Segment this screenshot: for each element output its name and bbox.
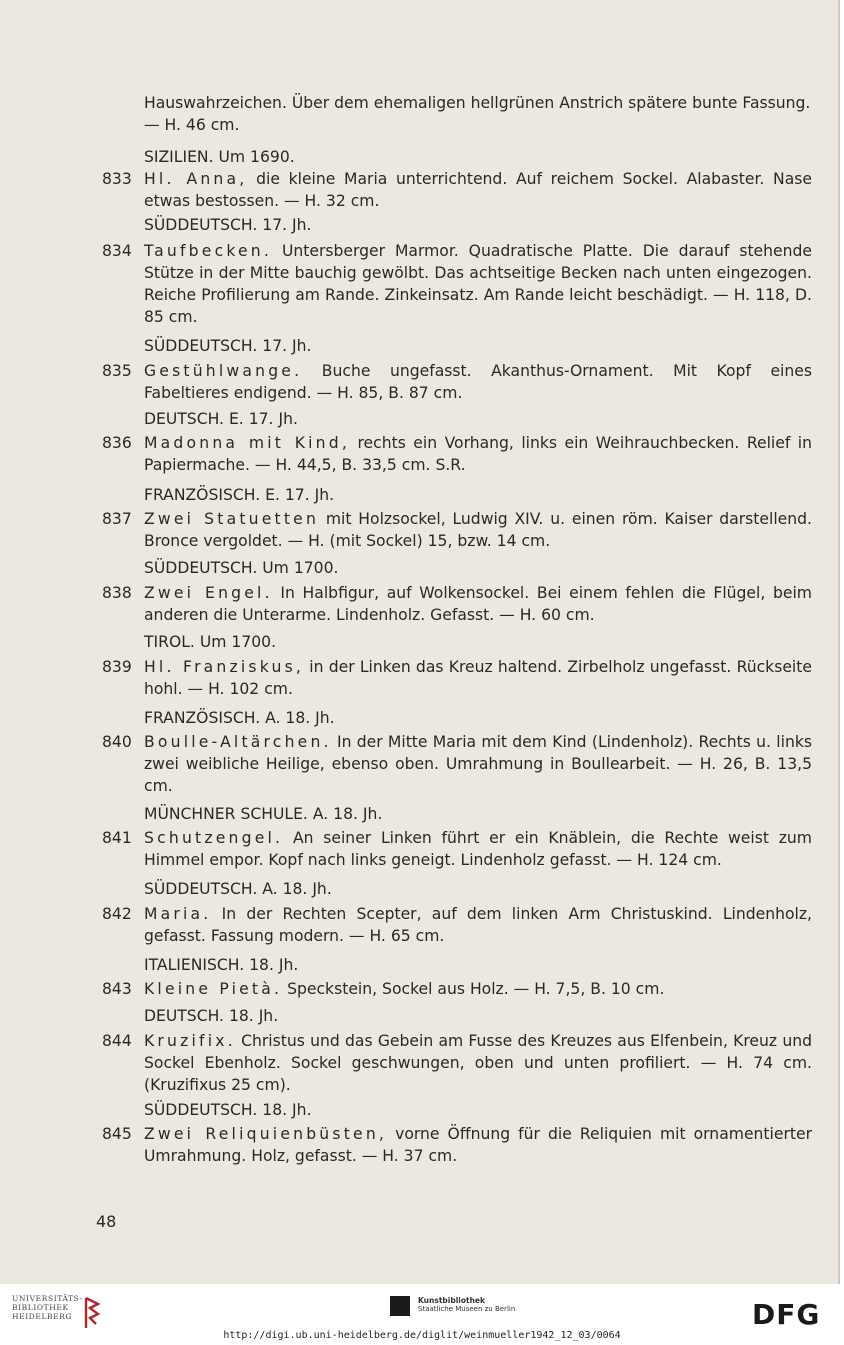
entry-lead: Zwei Statuetten <box>144 510 320 528</box>
entry-heading: SIZILIEN. Um 1690. <box>144 148 295 166</box>
catalog-entry <box>102 827 812 871</box>
university-line-1: UNIVERSITÄTS- <box>12 1294 83 1303</box>
entry-heading: FRANZÖSISCH. A. 18. Jh. <box>144 709 335 727</box>
entry-heading: FRANZÖSISCH. E. 17. Jh. <box>144 486 335 504</box>
catalog-entry <box>102 582 812 626</box>
catalog-entry <box>102 978 812 1000</box>
entry-number: 844 <box>102 1032 132 1050</box>
entry-lead: Gestühlwange. <box>144 362 303 380</box>
entry-lead: Kruzifix. <box>144 1032 236 1050</box>
entry-number: 840 <box>102 733 132 751</box>
entry-heading: SÜDDEUTSCH. 17. Jh. <box>144 216 312 234</box>
entry-text: Speckstein, Sockel aus Holz. — H. 7,5, B. 10 cm. <box>282 980 665 998</box>
entry-text: In Halbfigur, auf Wolkensockel. Bei einem fehlen die Flügel, beim anderen die Unterarme. Lindenholz. Gefasst. — H. 60 cm. <box>144 584 812 624</box>
entry-text: Christus und das Gebein am Fusse des Kreuzes aus Elfenbein, Kreuz und Sockel Ebenholz. Sockel geschwungen, oben und unten profiliert. — H. 74 cm. (Kruzifixus 25 cm). <box>144 1032 812 1094</box>
entry-text: rechts ein Vorhang, links ein Weihrauchbecken. Relief in Papiermache. — H. 44,5, B. 33,5 cm. S.R. <box>144 434 812 474</box>
entry-number: 842 <box>102 905 132 923</box>
entry-number: 835 <box>102 362 132 380</box>
kunstbibliothek-title: Kunstbibliothek <box>418 1296 486 1305</box>
entry-heading: SÜDDEUTSCH. 18. Jh. <box>144 1101 312 1119</box>
university-emblem-icon <box>80 1296 102 1330</box>
entry-heading: SÜDDEUTSCH. 17. Jh. <box>144 337 312 355</box>
university-library-logo[interactable] <box>12 1294 83 1321</box>
entry-number: 843 <box>102 980 132 998</box>
entry-text: Buche ungefasst. Akanthus-Ornament. Mit Kopf eines Fabeltieres endigend. — H. 85, B. 87 cm. <box>144 362 812 402</box>
entry-text: An seiner Linken führt er ein Knäblein, die Rechte weist zum Himmel empor. Kopf nach links geneigt. Lindenholz gefasst. — H. 124 cm. <box>144 829 812 869</box>
entry-heading: SÜDDEUTSCH. Um 1700. <box>144 559 339 577</box>
page-number: 48 <box>96 1212 117 1231</box>
entry-heading: SÜDDEUTSCH. A. 18. Jh. <box>144 880 332 898</box>
catalog-entry <box>102 1030 812 1096</box>
entry-lead: Maria. <box>144 905 212 923</box>
entry-text: die kleine Maria unterrichtend. Auf reichem Sockel. Alabaster. Nase etwas bestossen. — H. 32 cm. <box>144 170 812 210</box>
viewer-footer <box>0 1286 844 1345</box>
catalog-entry <box>102 1123 812 1167</box>
permalink-url[interactable]: http://digi.ub.uni-heidelberg.de/diglit/weinmueller1942_12_03/0064 <box>223 1330 621 1341</box>
catalog-entry <box>102 432 812 476</box>
entry-heading: TIROL. Um 1700. <box>144 633 277 651</box>
entry-number: 837 <box>102 510 132 528</box>
catalog-entry <box>102 508 812 552</box>
catalog-entry <box>102 168 812 212</box>
entry-lead: Zwei Reliquienbüsten, <box>144 1125 388 1143</box>
entry-number: 836 <box>102 434 132 452</box>
university-line-2: BIBLIOTHEK <box>12 1303 69 1312</box>
kunstbibliothek-mark-icon <box>390 1296 410 1316</box>
entry-heading: DEUTSCH. E. 17. Jh. <box>144 410 298 428</box>
entry-text: vorne Öffnung für die Reliquien mit ornamentierter Umrahmung. Holz, gefasst. — H. 37 cm. <box>144 1125 812 1165</box>
entry-text: in der Linken das Kreuz haltend. Zirbelholz ungefasst. Rückseite hohl. — H. 102 cm. <box>144 658 812 698</box>
preface-text: Hauswahrzeichen. Über dem ehemaligen hellgrünen Anstrich spätere bunte Fassung. — H. 46 cm. <box>144 94 811 134</box>
entry-lead: Kleine Pietà. <box>144 980 283 998</box>
catalog-entry <box>102 240 812 328</box>
entry-number: 838 <box>102 584 132 602</box>
entry-lead: Hl. Franziskus, <box>144 658 305 676</box>
entry-number: 841 <box>102 829 132 847</box>
entry-lead: Taufbecken. <box>144 242 273 260</box>
entry-number: 833 <box>102 170 132 188</box>
entry-number: 839 <box>102 658 132 676</box>
entry-lead: Boulle-Altärchen. <box>144 733 332 751</box>
entry-heading: ITALIENISCH. 18. Jh. <box>144 956 299 974</box>
kunstbibliothek-subtitle: Staatliche Museen zu Berlin <box>418 1305 516 1313</box>
entry-text: Untersberger Marmor. Quadratische Platte. Die darauf stehende Stütze in der Mitte bauchig gewölbt. Das achtseitige Becken nach unten eingezogen. Reiche Profilierung am Rande. Zinkeinsatz. Am Rande leicht beschädigt. — H. 118, D. 85 cm. <box>144 242 812 326</box>
catalog-entry <box>102 360 812 404</box>
catalog-entry <box>102 903 812 947</box>
entry-lead: Zwei Engel. <box>144 584 273 602</box>
dfg-logo[interactable]: DFG <box>752 1298 821 1331</box>
entry-heading: MÜNCHNER SCHULE. A. 18. Jh. <box>144 805 383 823</box>
entry-lead: Schutzengel. <box>144 829 284 847</box>
catalog-entry <box>102 656 812 700</box>
entry-lead: Madonna mit Kind, <box>144 434 351 452</box>
catalog-entry <box>102 731 812 797</box>
entry-text: In der Rechten Scepter, auf dem linken Arm Christuskind. Lindenholz, gefasst. Fassung modern. — H. 65 cm. <box>144 905 812 945</box>
entry-number: 834 <box>102 242 132 260</box>
entry-text: In der Mitte Maria mit dem Kind (Lindenholz). Rechts u. links zwei weibliche Heilige, ebenso oben. Umrahmung in Boullearbeit. — H. 26, B. 13,5 cm. <box>144 733 812 795</box>
entry-text: mit Holzsockel, Ludwig XIV. u. einen röm. Kaiser darstellend. Bronce vergoldet. — H. (mit Sockel) 15, bzw. 14 cm. <box>144 510 813 550</box>
entry-heading: DEUTSCH. 18. Jh. <box>144 1007 279 1025</box>
entry-lead: Hl. Anna, <box>144 170 248 188</box>
university-line-3: HEIDELBERG <box>12 1312 73 1321</box>
entry-number: 845 <box>102 1125 132 1143</box>
